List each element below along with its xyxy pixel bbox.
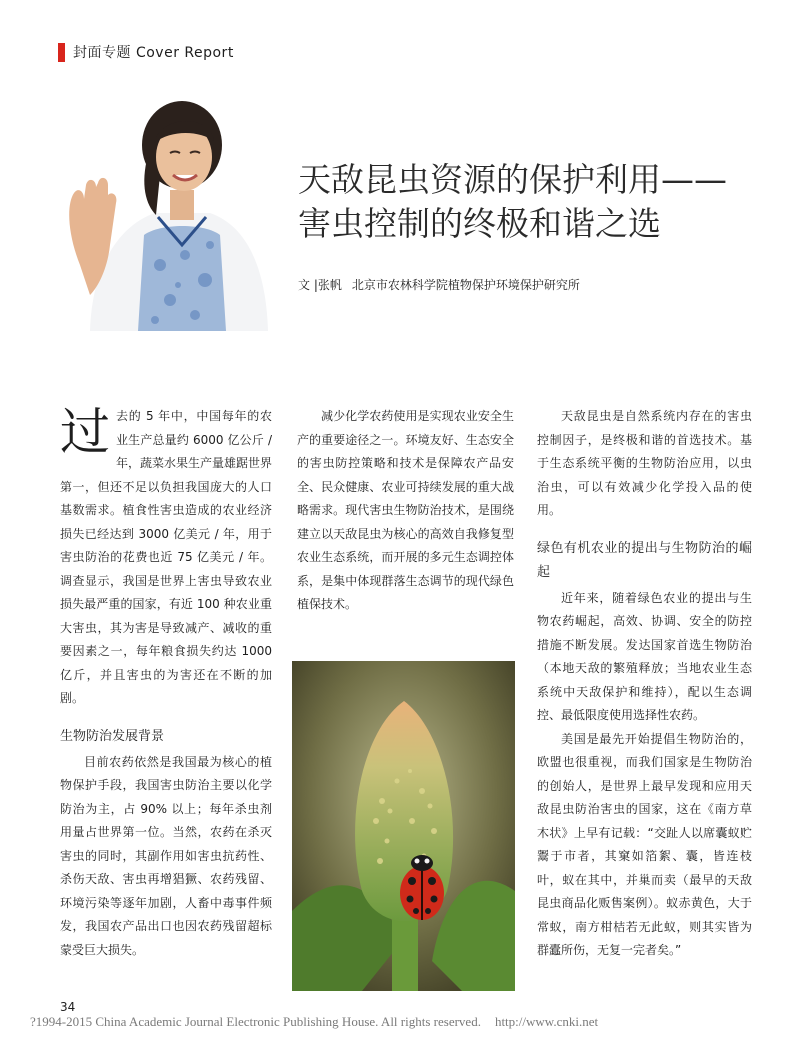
byline-affiliation: 北京市农林科学院植物保护环境保护研究所 bbox=[351, 278, 580, 292]
article-title-line-1: 天敌昆虫资源的保护利用—— bbox=[298, 160, 727, 199]
column-2 bbox=[297, 405, 514, 617]
paragraph-intro bbox=[60, 405, 272, 711]
subheading-background: 生物防治发展背景 bbox=[60, 728, 165, 744]
ladybug-photo bbox=[292, 661, 515, 991]
byline-author: 文 |张帆 bbox=[298, 278, 342, 292]
article-title bbox=[298, 158, 778, 246]
byline bbox=[298, 276, 580, 293]
footer-copyright: ?1994-2015 China Academic Journal Electronic Publishing House. All rights reserved. bbox=[30, 1014, 481, 1029]
section-accent-bar bbox=[58, 43, 65, 62]
author-portrait bbox=[60, 95, 272, 331]
footer-url[interactable]: http://www.cnki.net bbox=[494, 1014, 599, 1029]
column-1 bbox=[60, 405, 272, 962]
page-number: 34 bbox=[60, 1000, 76, 1014]
column-3 bbox=[537, 405, 752, 963]
article-title-line-2: 害虫控制的终极和谐之选 bbox=[298, 204, 661, 243]
paragraph-background: 目前农药依然是我国最为核心的植物保护手段，我国害虫防治主要以化学防治为主，占 90% 以上；每年杀虫剂用量占世界第一位。当然，农药在杀灭害虫的同时，其副作用如害虫抗药性、杀伤天敌、害虫再增猖獗、农药残留、环境污染等逐年加剧，人畜中毒事件频发，我国农产品出口也因农药残留超标蒙受巨大损失。 bbox=[60, 754, 272, 957]
paragraph-reduce-pesticide: 减少化学农药使用是实现农业安全生产的重要途径之一。环境友好、生态安全的害虫防控策略和技术是保障农产品安全、民众健康、农业可持续发展的重大战略需求。现代害虫生物防治技术，是围绕建立以天敌昆虫为核心的高效自我修复型农业生态系统，而开展的多元生态调控体系，是集中体现群落生态调节的现代绿色植保技术。 bbox=[297, 409, 514, 611]
footer bbox=[30, 1014, 790, 1030]
section-label: 封面专题 Cover Report bbox=[73, 45, 234, 61]
paragraph-history: 美国是最先开始提倡生物防治的，欧盟也很重视，而我们国家是生物防治的创始人，是世界上最早发现和应用天敌昆虫防治害虫的国家，这在《南方草木状》上早有记载：“交趾人以席囊蚁贮鬻于市者，其窠如箔絮、囊，皆连枝叶，蚁在其中，并巢而卖（最早的天敌昆虫商品化贩售案例）。蚁赤黄色，大于常蚁，南方柑桔若无此蚁，则其实皆为群蠹所伤，无复一完者矣。” bbox=[537, 731, 752, 957]
paragraph-green-agriculture: 近年来，随着绿色农业的提出与生物农药崛起，高效、协调、安全的防控措施不断发展。发达国家首选生物防治（本地天敌的繁殖释放；当地农业生态系统中天敌保护和维持），配以生态调控、最低限度使用选择性农药。 bbox=[537, 590, 752, 722]
dropcap: 过 bbox=[60, 403, 110, 461]
subheading-green-agriculture: 绿色有机农业的提出与生物防治的崛起 bbox=[537, 540, 752, 580]
section-header bbox=[58, 42, 234, 62]
paragraph-intro-text: 去的 5 年中，中国每年的农业生产总量约 6000 亿公斤 / 年，蔬菜水果生产量雄踞世界第一，但还不足以负担我国庞大的人口基数需求。植食性害虫造成的农业经济损失已经达到 3000 亿美元 / 年，用于害虫防治的花费也近 75 亿美元 / 年。调查显示，我国是世界上害虫导致农业损失最严重的国家，有近 100 种农业重大害虫，其为害是导致减产、减收的重要因素之一，每年粮食损失约达 1000 亿斤，并且害虫的为害还在不断的加剧。 bbox=[60, 409, 273, 705]
paragraph-natural-enemies: 天敌昆虫是自然系统内存在的害虫控制因子，是终极和谐的首选技术。基于生态系统平衡的生物防治应用，以虫治虫，可以有效减少化学投入品的使用。 bbox=[537, 409, 752, 517]
